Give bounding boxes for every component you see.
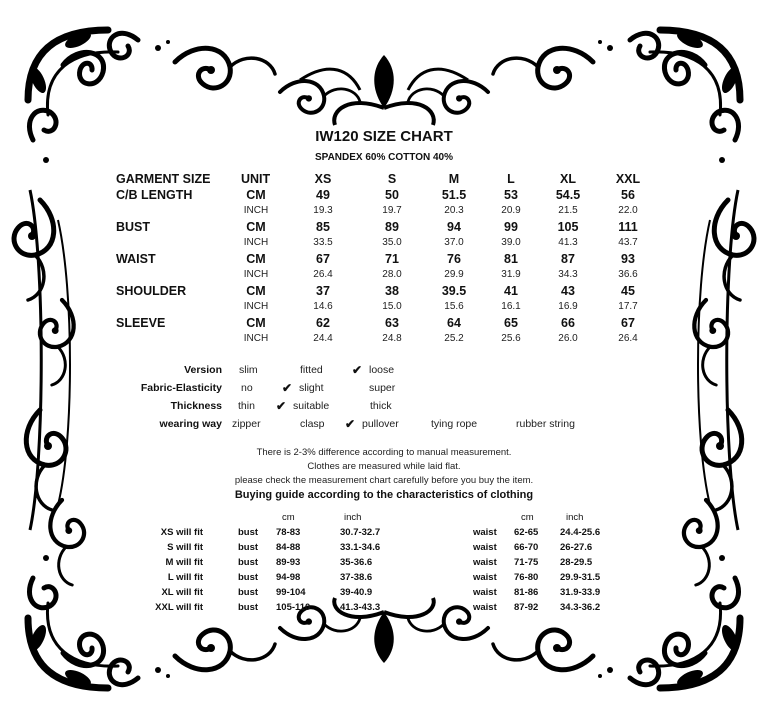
feature-option: fitted xyxy=(300,364,323,376)
inch-value: 34.3 xyxy=(558,269,578,280)
feature-option: slight xyxy=(299,382,324,394)
guide-fit-label: M will fit xyxy=(165,557,203,568)
feature-option: thin xyxy=(238,400,255,412)
checkmark-icon: ✔ xyxy=(345,417,356,431)
guide-waist-label: waist xyxy=(473,587,497,598)
inch-value: 19.7 xyxy=(382,205,402,216)
unit-inch: INCH xyxy=(243,205,269,216)
inch-value: 25.2 xyxy=(444,333,464,344)
size-header: M xyxy=(448,172,460,186)
size-header: S xyxy=(387,172,397,186)
size-header: L xyxy=(507,172,515,186)
inch-value: 17.7 xyxy=(618,301,638,312)
inch-value: 15.0 xyxy=(382,301,402,312)
feature-option: no xyxy=(241,382,253,394)
cm-value: 89 xyxy=(385,220,399,234)
feature-option: zipper xyxy=(232,418,261,430)
cm-value: 51.5 xyxy=(441,188,467,202)
guide-waist-inch: 31.9-33.9 xyxy=(560,587,601,598)
guide-waist-cm: 81-86 xyxy=(514,587,539,598)
page-title: IW120 SIZE CHART xyxy=(315,128,453,145)
inch-value: 35.0 xyxy=(382,237,402,248)
guide-waist-inch: 28-29.5 xyxy=(560,557,593,568)
guide-bust-label: bust xyxy=(238,587,259,598)
guide-bust-label: bust xyxy=(238,542,259,553)
guide-bust-label: bust xyxy=(238,557,259,568)
guide-waist-cm: 76-80 xyxy=(514,572,539,583)
feature-label: wearing way xyxy=(159,418,222,430)
inch-value: 26.0 xyxy=(558,333,578,344)
material-subtitle: SPANDEX 60% COTTON 40% xyxy=(314,152,453,163)
cm-value: 111 xyxy=(618,220,638,234)
cm-value: 94 xyxy=(447,220,461,234)
guide-waist-inch: 24.4-25.6 xyxy=(560,527,601,538)
guide-bust-cm: 94-98 xyxy=(276,572,301,583)
inch-value: 37.0 xyxy=(444,237,464,248)
guide-waist-label: waist xyxy=(473,602,497,613)
inch-value: 36.6 xyxy=(618,269,638,280)
checkmark-icon: ✔ xyxy=(276,399,287,413)
guide-bust-label: bust xyxy=(238,527,259,538)
guide-fit-label: XS will fit xyxy=(160,527,203,538)
guide-waist-cm: 71-75 xyxy=(514,557,539,568)
unit-cm: CM xyxy=(246,220,266,234)
unit-inch: INCH xyxy=(243,269,269,280)
feature-option: suitable xyxy=(293,400,330,412)
guide-fit-label: XL will fit xyxy=(161,587,203,598)
feature-option: loose xyxy=(369,364,395,376)
cm-value: 67 xyxy=(621,316,635,330)
guide-bust-cm: 89-93 xyxy=(276,557,301,568)
measurement-label: SLEEVE xyxy=(116,316,166,330)
guide-bust-cm: 78-83 xyxy=(276,527,301,538)
cm-value: 56 xyxy=(621,188,635,202)
guide-waist-cm: 87-92 xyxy=(514,602,539,613)
inch-value: 16.9 xyxy=(558,301,578,312)
inch-value: 19.3 xyxy=(313,205,333,216)
cm-value: 65 xyxy=(504,316,518,330)
cm-value: 62 xyxy=(316,316,330,330)
guide-waist-label: waist xyxy=(473,572,497,583)
guide-bust-cm: 105-110 xyxy=(276,602,311,613)
cm-value: 49 xyxy=(316,188,330,202)
cm-value: 45 xyxy=(621,284,635,298)
guide-cm-header: cm xyxy=(521,512,534,523)
guide-inch-header: inch xyxy=(566,512,584,523)
cm-value: 71 xyxy=(385,252,399,266)
inch-value: 24.8 xyxy=(382,333,402,344)
inch-value: 28.0 xyxy=(382,269,402,280)
feature-label: Fabric-Elasticity xyxy=(140,382,222,394)
cm-value: 105 xyxy=(557,220,579,234)
guide-waist-label: waist xyxy=(473,527,497,538)
feature-option: pullover xyxy=(362,418,399,430)
measurement-label: SHOULDER xyxy=(116,284,187,298)
unit-cm: CM xyxy=(246,188,266,202)
inch-value: 16.1 xyxy=(501,301,521,312)
guide-waist-cm: 66-70 xyxy=(514,542,539,553)
cm-value: 76 xyxy=(447,252,461,266)
guide-fit-label: XXL will fit xyxy=(155,602,203,613)
feature-label: Version xyxy=(184,364,222,376)
feature-option: rubber string xyxy=(516,418,575,430)
unit-inch: INCH xyxy=(243,237,269,248)
guide-bust-cm: 99-104 xyxy=(276,587,306,598)
inch-value: 20.3 xyxy=(444,205,464,216)
unit-cm: CM xyxy=(246,316,266,330)
size-header: XXL xyxy=(615,172,641,186)
cm-value: 54.5 xyxy=(555,188,581,202)
guide-waist-cm: 62-65 xyxy=(514,527,539,538)
inch-value: 41.3 xyxy=(558,237,578,248)
note-line: please check the measurement chart carefully before you buy the item. xyxy=(234,475,534,486)
feature-option: thick xyxy=(370,400,392,412)
inch-value: 20.9 xyxy=(501,205,521,216)
cm-value: 41 xyxy=(504,284,518,298)
feature-option: clasp xyxy=(300,418,325,430)
inch-value: 33.5 xyxy=(313,237,333,248)
guide-inch-header: inch xyxy=(344,512,362,523)
guide-bust-cm: 84-88 xyxy=(276,542,301,553)
cm-value: 37 xyxy=(316,284,330,298)
guide-cm-header: cm xyxy=(282,512,295,523)
guide-bust-inch: 41.3-43.3 xyxy=(340,602,381,613)
cm-value: 87 xyxy=(561,252,575,266)
guide-bust-inch: 30.7-32.7 xyxy=(340,527,381,538)
measurement-label: BUST xyxy=(116,220,151,234)
inch-value: 25.6 xyxy=(501,333,521,344)
measurement-label: C/B LENGTH xyxy=(116,188,193,202)
inch-value: 31.9 xyxy=(501,269,521,280)
guide-bust-inch: 35-36.6 xyxy=(340,557,373,568)
inch-value: 26.4 xyxy=(618,333,638,344)
cm-value: 39.5 xyxy=(441,284,467,298)
feature-label: Thickness xyxy=(170,400,222,412)
inch-value: 14.6 xyxy=(313,301,333,312)
guide-bust-label: bust xyxy=(238,602,259,613)
guide-bust-inch: 37-38.6 xyxy=(340,572,373,583)
unit-cm: CM xyxy=(246,284,266,298)
guide-waist-inch: 29.9-31.5 xyxy=(560,572,601,583)
checkmark-icon: ✔ xyxy=(352,363,363,377)
cm-value: 67 xyxy=(316,252,330,266)
unit-inch: INCH xyxy=(243,333,269,344)
measurement-label: WAIST xyxy=(116,252,156,266)
inch-value: 21.5 xyxy=(558,205,578,216)
cm-value: 63 xyxy=(385,316,399,330)
guide-bust-inch: 33.1-34.6 xyxy=(340,542,381,553)
guide-bust-inch: 39-40.9 xyxy=(340,587,373,598)
guide-fit-label: L will fit xyxy=(167,572,203,583)
guide-waist-inch: 34.3-36.2 xyxy=(560,602,601,613)
size-header: XL xyxy=(560,172,576,186)
unit-cm: CM xyxy=(246,252,266,266)
checkmark-icon: ✔ xyxy=(282,381,293,395)
inch-value: 15.6 xyxy=(444,301,464,312)
note-line: There is 2-3% difference according to manual measurement. xyxy=(256,447,512,458)
inch-value: 26.4 xyxy=(313,269,333,280)
note-line: Clothes are measured while laid flat. xyxy=(307,461,461,472)
buying-guide-title: Buying guide according to the characteristics of clothing xyxy=(234,489,534,501)
cm-value: 38 xyxy=(385,284,399,298)
cm-value: 50 xyxy=(385,188,399,202)
cm-value: 64 xyxy=(447,316,461,330)
cm-value: 66 xyxy=(561,316,575,330)
guide-bust-label: bust xyxy=(238,572,259,583)
inch-value: 39.0 xyxy=(501,237,521,248)
inch-value: 29.9 xyxy=(444,269,464,280)
size-header: XS xyxy=(314,172,332,186)
cm-value: 85 xyxy=(316,220,330,234)
inch-value: 22.0 xyxy=(618,205,638,216)
inch-value: 43.7 xyxy=(618,237,638,248)
guide-fit-label: S will fit xyxy=(167,542,203,553)
cm-value: 99 xyxy=(504,220,518,234)
feature-option: tying rope xyxy=(431,418,478,430)
guide-waist-label: waist xyxy=(473,542,497,553)
cm-value: 93 xyxy=(621,252,635,266)
guide-waist-label: waist xyxy=(473,557,497,568)
guide-waist-inch: 26-27.6 xyxy=(560,542,593,553)
feature-option: super xyxy=(369,382,396,394)
feature-option: slim xyxy=(239,364,258,376)
inch-value: 24.4 xyxy=(313,333,333,344)
unit-header: UNIT xyxy=(241,172,271,186)
cm-value: 53 xyxy=(504,188,518,202)
garment-size-header: GARMENT SIZE xyxy=(116,172,211,186)
cm-value: 81 xyxy=(504,252,518,266)
unit-inch: INCH xyxy=(243,301,269,312)
cm-value: 43 xyxy=(561,284,575,298)
